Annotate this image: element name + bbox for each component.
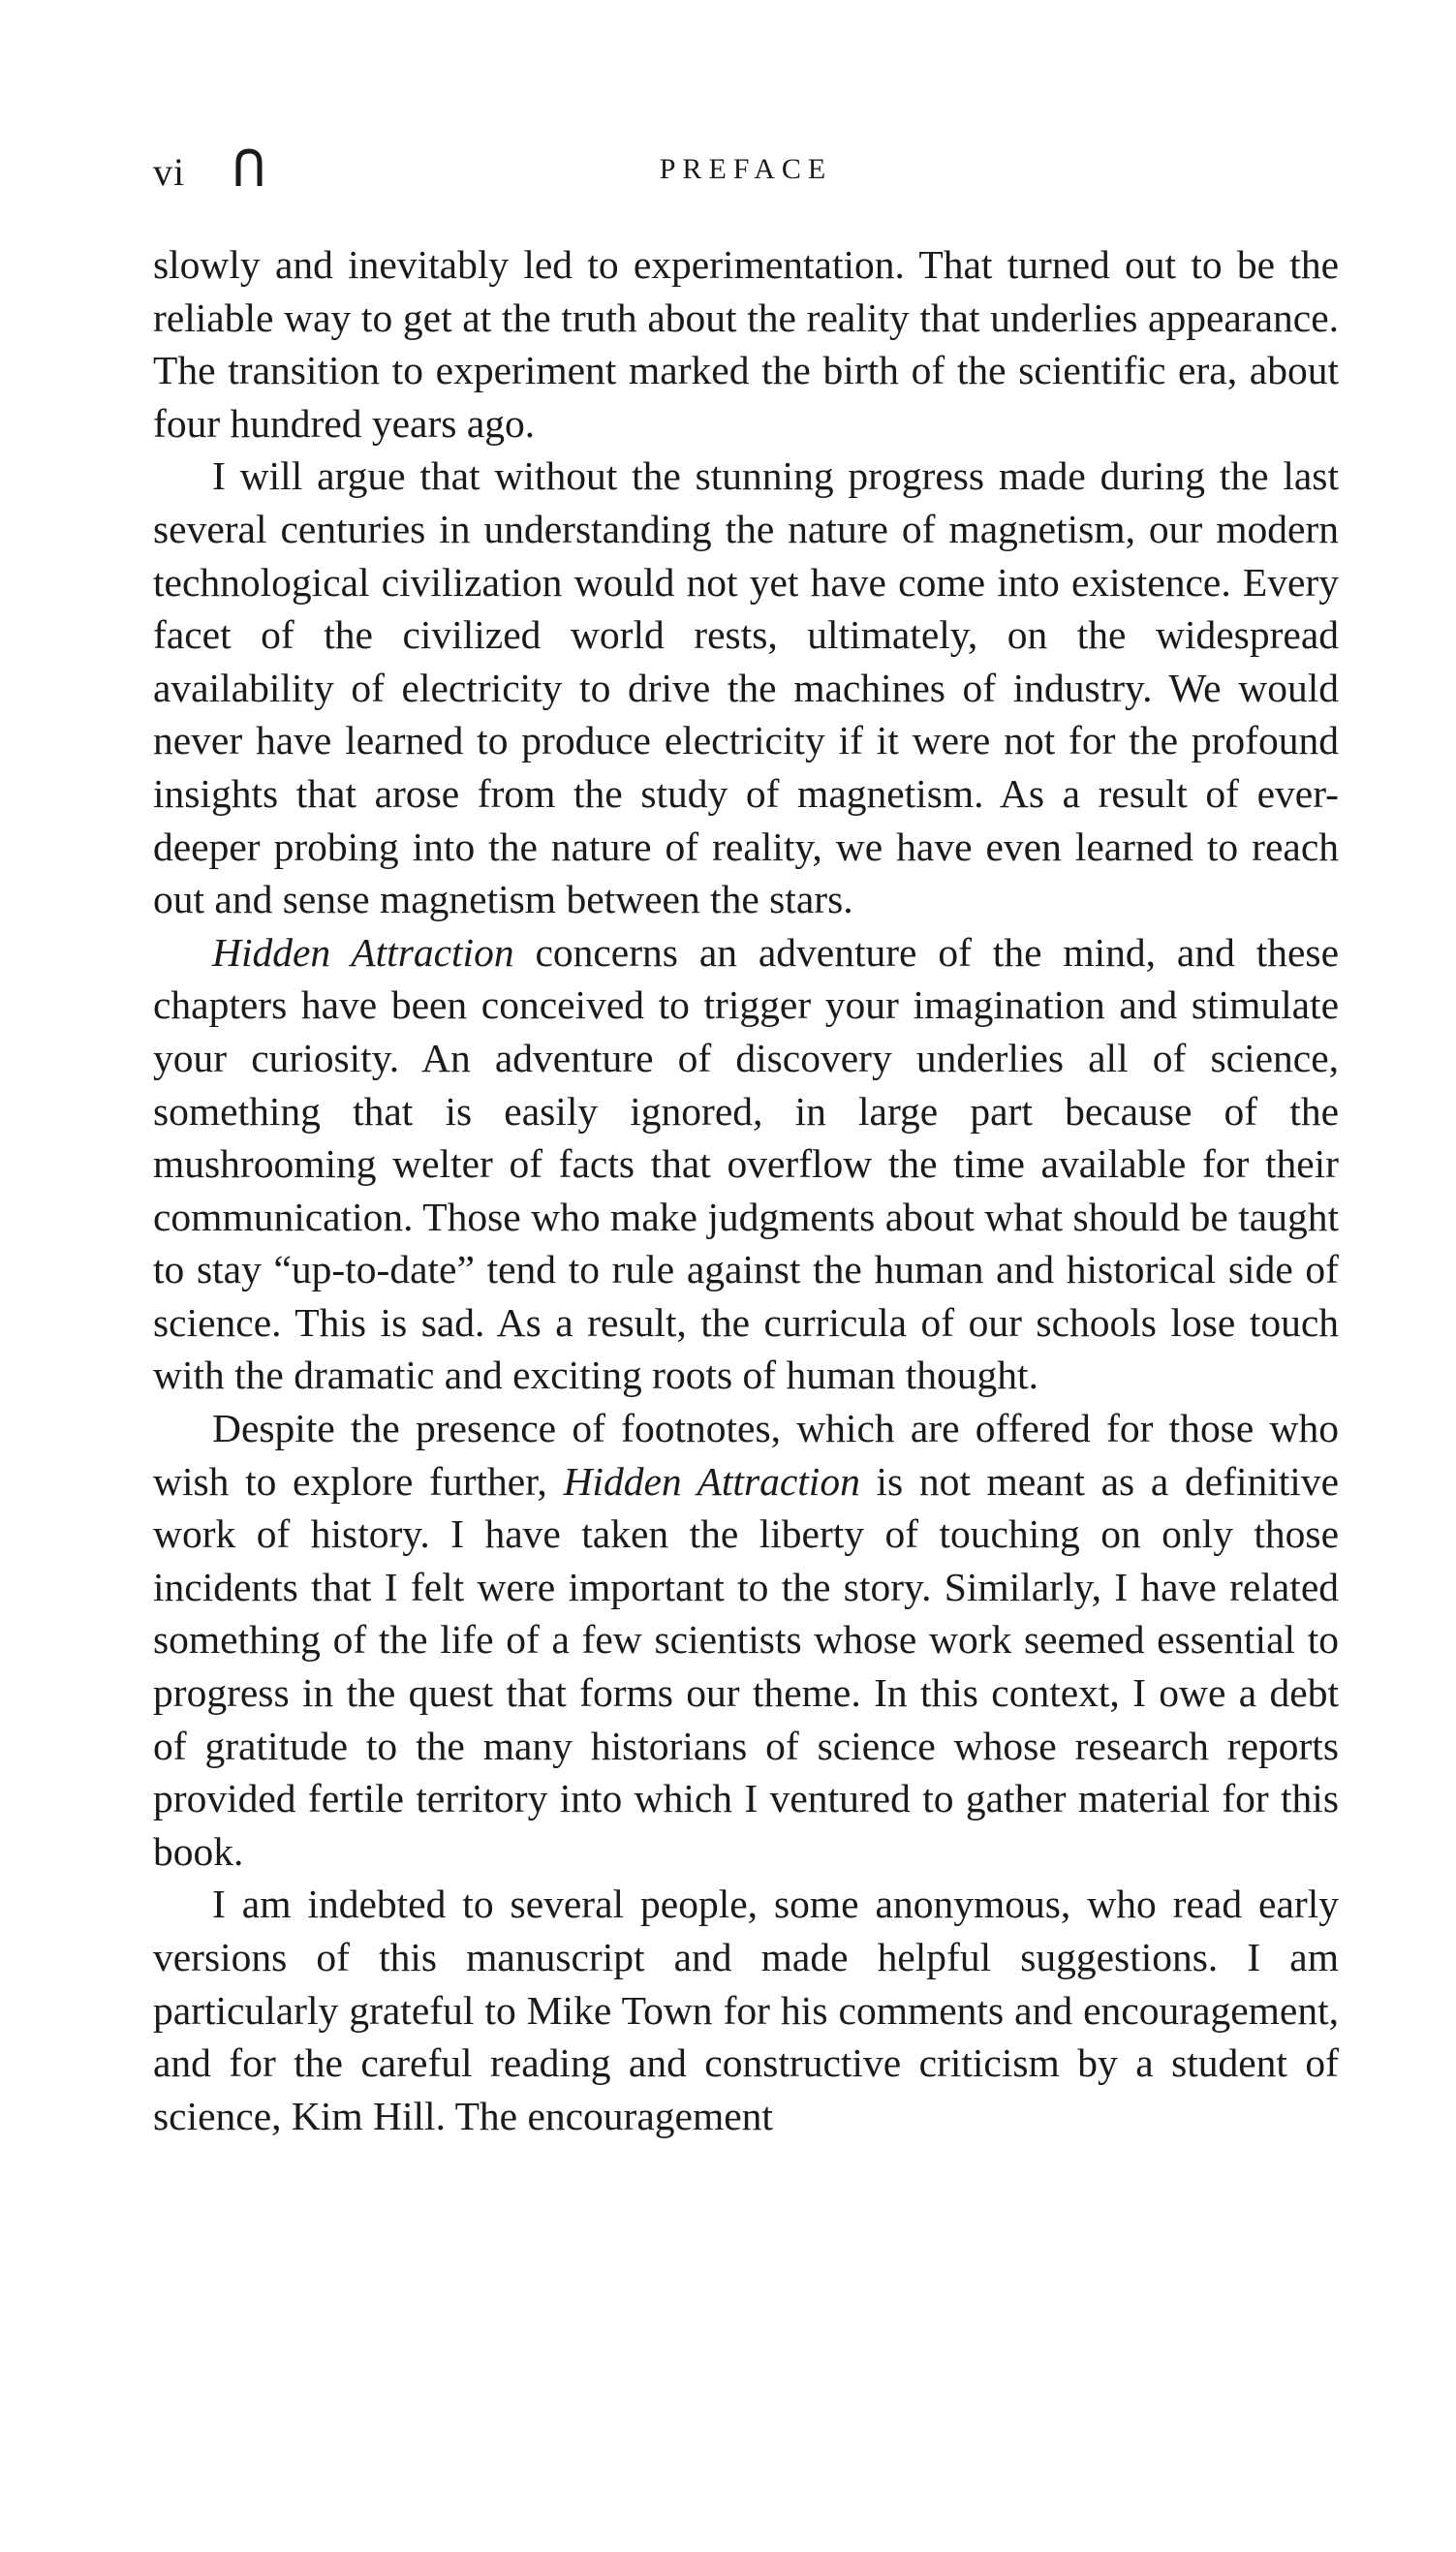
paragraph bbox=[153, 238, 1339, 450]
book-title-italic: Hidden Attraction bbox=[563, 1458, 860, 1504]
paragraph bbox=[153, 450, 1339, 925]
paragraph bbox=[153, 926, 1339, 1402]
running-title: PREFACE bbox=[659, 153, 833, 185]
book-title-italic: Hidden Attraction bbox=[212, 929, 514, 975]
running-head bbox=[153, 143, 1339, 202]
paragraph-text: is not meant as a definitive work of history. I have taken the liberty of touching on only those incidents that I felt were important to the story. Similarly, I have related something of the life of a few scientists whose work seemed essential to progress in the quest that forms our theme. In this context, I owe a debt of gratitude to the many historians of science whose research reports provided fertile territory into which I ventured to gather material for this book. bbox=[153, 1458, 1339, 1874]
paragraph bbox=[153, 1402, 1339, 1878]
paragraph-text: Despite the presence of footnotes, which are offered for those who wish to explore further, bbox=[153, 1406, 1339, 1504]
paragraph bbox=[153, 1878, 1339, 2142]
page-number: vi bbox=[153, 150, 186, 194]
paragraph-text: I will argue that without the stunning progress made during the last several centuries in understanding the nature of magnetism, our modern technological civilization would not yet have come into existence. Every facet of the civilized world rests, ultimately, on the widespread availability of electricity to drive the machines of industry. We would never have learned to produce electricity if it were not for the profound insights that arose from the study of magnetism. As a result of ever-deeper probing into the nature of reality, we have even learned to reach out and sense magnetism between the stars. bbox=[153, 453, 1339, 922]
paragraph-text: concerns an adventure of the mind, and these chapters have been conceived to trigger your imagination and stimulate your curiosity. An adventure of discovery underlies all of science, something that is easily ignored, in large part because of the mushrooming welter of facts that overflow the time available for their communication. Those who make judgments about what should be taught to stay “up-to-date” tend to rule against the human and historical side of science. This is sad. As a result, the curricula of our schools lose touch with the dramatic and exciting roots of human thought. bbox=[153, 929, 1339, 1398]
paragraph-text: I am indebted to several people, some anonymous, who read early versions of this manuscript and made helpful suggestions. I am particularly grateful to Mike Town for his comments and encouragement, and for the careful reading and constructive criticism by a student of science, Kim Hill. The encouragement bbox=[153, 1882, 1339, 2138]
body-text bbox=[153, 238, 1339, 2142]
paragraph-text: slowly and inevitably led to experimentation. That turned out to be the reliable way to get at the truth about the reality that underlies appearance. The transition to experiment marked the birth of the scientific era, about four hundred years ago. bbox=[153, 242, 1339, 446]
